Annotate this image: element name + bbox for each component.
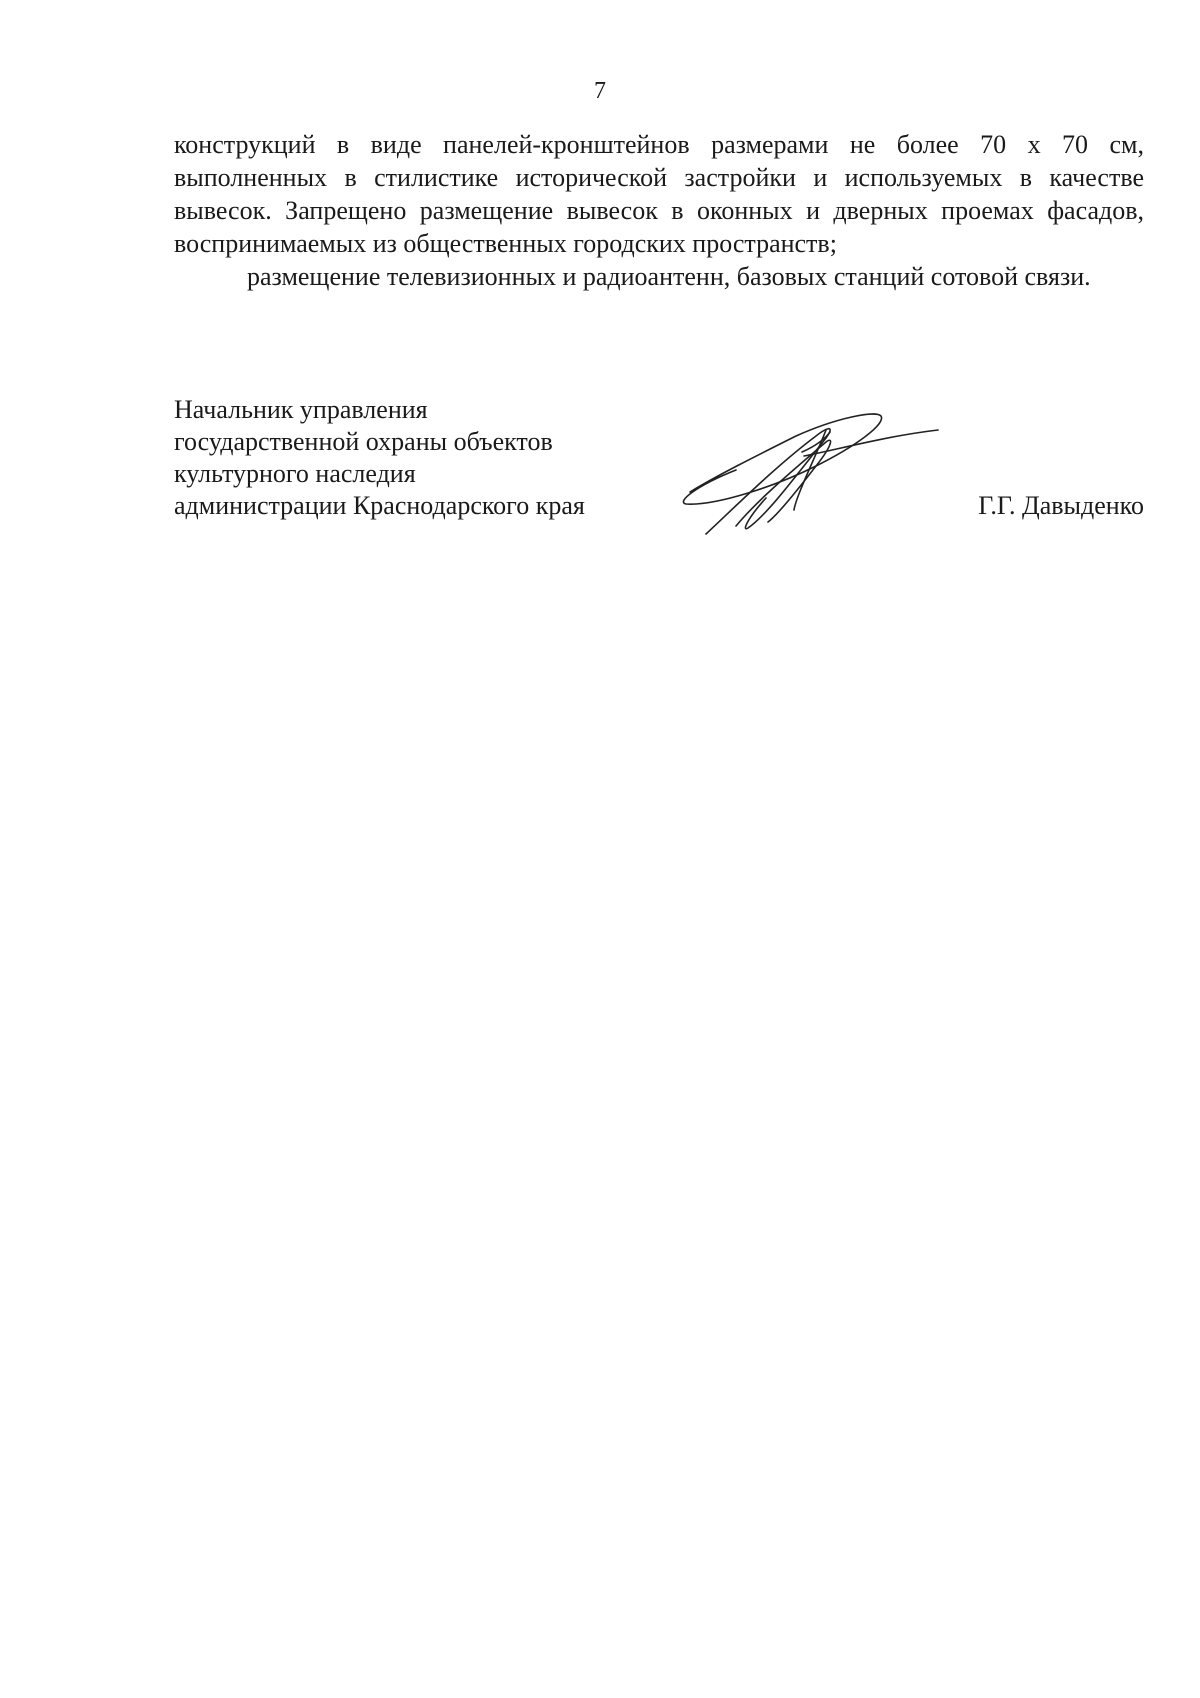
signature-block xyxy=(174,394,1144,554)
signer-title-line: государственной охраны объектов xyxy=(174,427,553,456)
signer-title-line: Начальник управления xyxy=(174,395,428,424)
signer-title xyxy=(174,394,585,522)
paragraph: конструкций в виде панелей-кронштейнов размерами не более 70 х 70 см, выполненных в стилистике исторической застройки и используемых в качестве вывесок. Запрещено размещение вывесок в оконных и дверных проемах фасадов, воспринимаемых из общественных городских пространств; xyxy=(174,130,1144,258)
page-number: 7 xyxy=(594,78,606,104)
signer-title-line: администрации Краснодарского края xyxy=(174,491,585,520)
handwritten-signature xyxy=(676,406,946,546)
paragraph: размещение телевизионных и радиоантенн, базовых станций сотовой связи. xyxy=(247,262,1091,291)
body-text xyxy=(174,128,1144,293)
signer-title-line: культурного наследия xyxy=(174,459,416,488)
signer-name: Г.Г. Давыденко xyxy=(978,491,1144,520)
